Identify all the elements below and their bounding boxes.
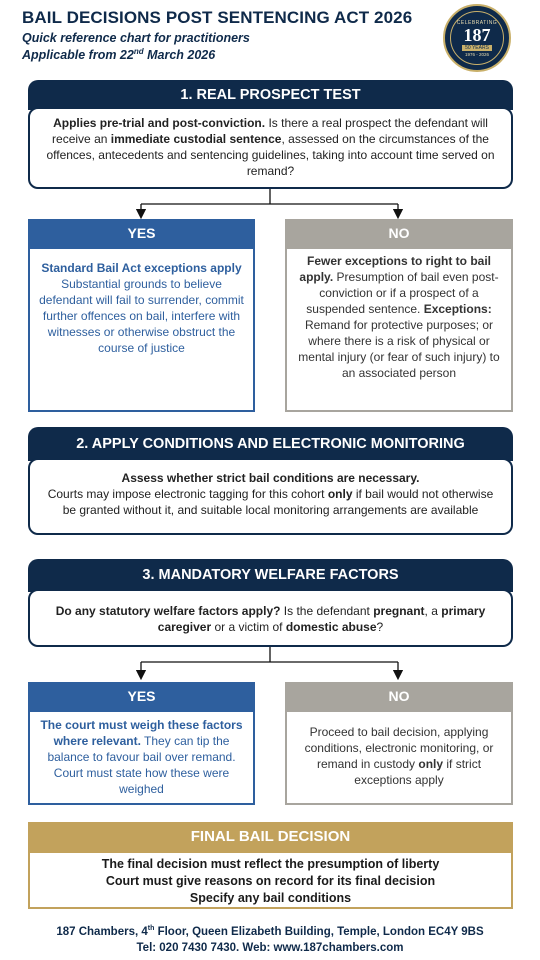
footer xyxy=(0,921,540,956)
branch3-no-box: Proceed to bail decision, applying conditions, electronic monitoring, or remand in custody only if strict exceptions apply xyxy=(285,710,513,805)
final-line-3: Specify any bail conditions xyxy=(189,891,352,905)
final-decision-box xyxy=(28,851,513,909)
section2-heading: 2. APPLY CONDITIONS AND ELECTRONIC MONITORING xyxy=(28,427,513,461)
branch3-no-heading: NO xyxy=(285,682,513,710)
section2-box: Assess whether strict bail conditions are necessary. Courts may impose electronic tagging for this cohort only if bail would not otherwise be granted without it, and suitable local monitoring arrangements are available xyxy=(28,458,513,535)
applicable-date: Applicable from 22nd March 2026 xyxy=(22,47,216,63)
page-subtitle: Quick reference chart for practitioners xyxy=(22,31,250,45)
branch1-yes-box: Standard Bail Act exceptions apply Substantial grounds to believe defendant will fail to surrender, commit further offences on bail, interfere with witnesses or otherwise obstruct the course of justice xyxy=(28,247,255,412)
branch1-no-box: Fewer exceptions to right to bail apply. Presumption of bail even post-conviction or if a prospect of a suspended sentence. Exceptions: Remand for protective purposes; or where there is a risk of physical or mental injury (or fear of such injury) to an associated person xyxy=(285,247,513,412)
final-line-1: The final decision must reflect the presumption of liberty xyxy=(101,857,440,871)
footer-contact: Tel: 020 7430 7430. Web: www.187chambers.com xyxy=(136,941,404,954)
final-decision-heading: FINAL BAIL DECISION xyxy=(28,822,513,851)
chambers-logo: CELEBRATING 187 50 YEARS 1976 - 2026 xyxy=(443,4,511,72)
branch1-no-heading: NO xyxy=(285,219,513,247)
footer-address: 187 Chambers, 4th Floor, Queen Elizabeth Building, Temple, London EC4Y 9BS xyxy=(56,925,484,938)
final-line-2: Court must give reasons on record for its final decision xyxy=(105,874,436,888)
branch1-yes-heading: YES xyxy=(28,219,255,247)
branch3-yes-heading: YES xyxy=(28,682,255,710)
branch3-yes-box: The court must weigh these factors where relevant. They can tip the balance to favour bail over remand. Court must state how these were weighed xyxy=(28,710,255,805)
section3-heading: 3. MANDATORY WELFARE FACTORS xyxy=(28,559,513,592)
page-title: BAIL DECISIONS POST SENTENCING ACT 2026 xyxy=(22,8,413,27)
section1-box: Applies pre-trial and post-conviction. Is there a real prospect the defendant will receive an immediate custodial sentence, assessed on the circumstances of the offences, antecedents and sentencing guidelines, taking into account time served on remand? xyxy=(28,107,513,189)
section3-box: Do any statutory welfare factors apply? Is the defendant pregnant, a primary caregiver or a victim of domestic abuse? xyxy=(28,589,513,647)
section1-heading: 1. REAL PROSPECT TEST xyxy=(28,80,513,110)
